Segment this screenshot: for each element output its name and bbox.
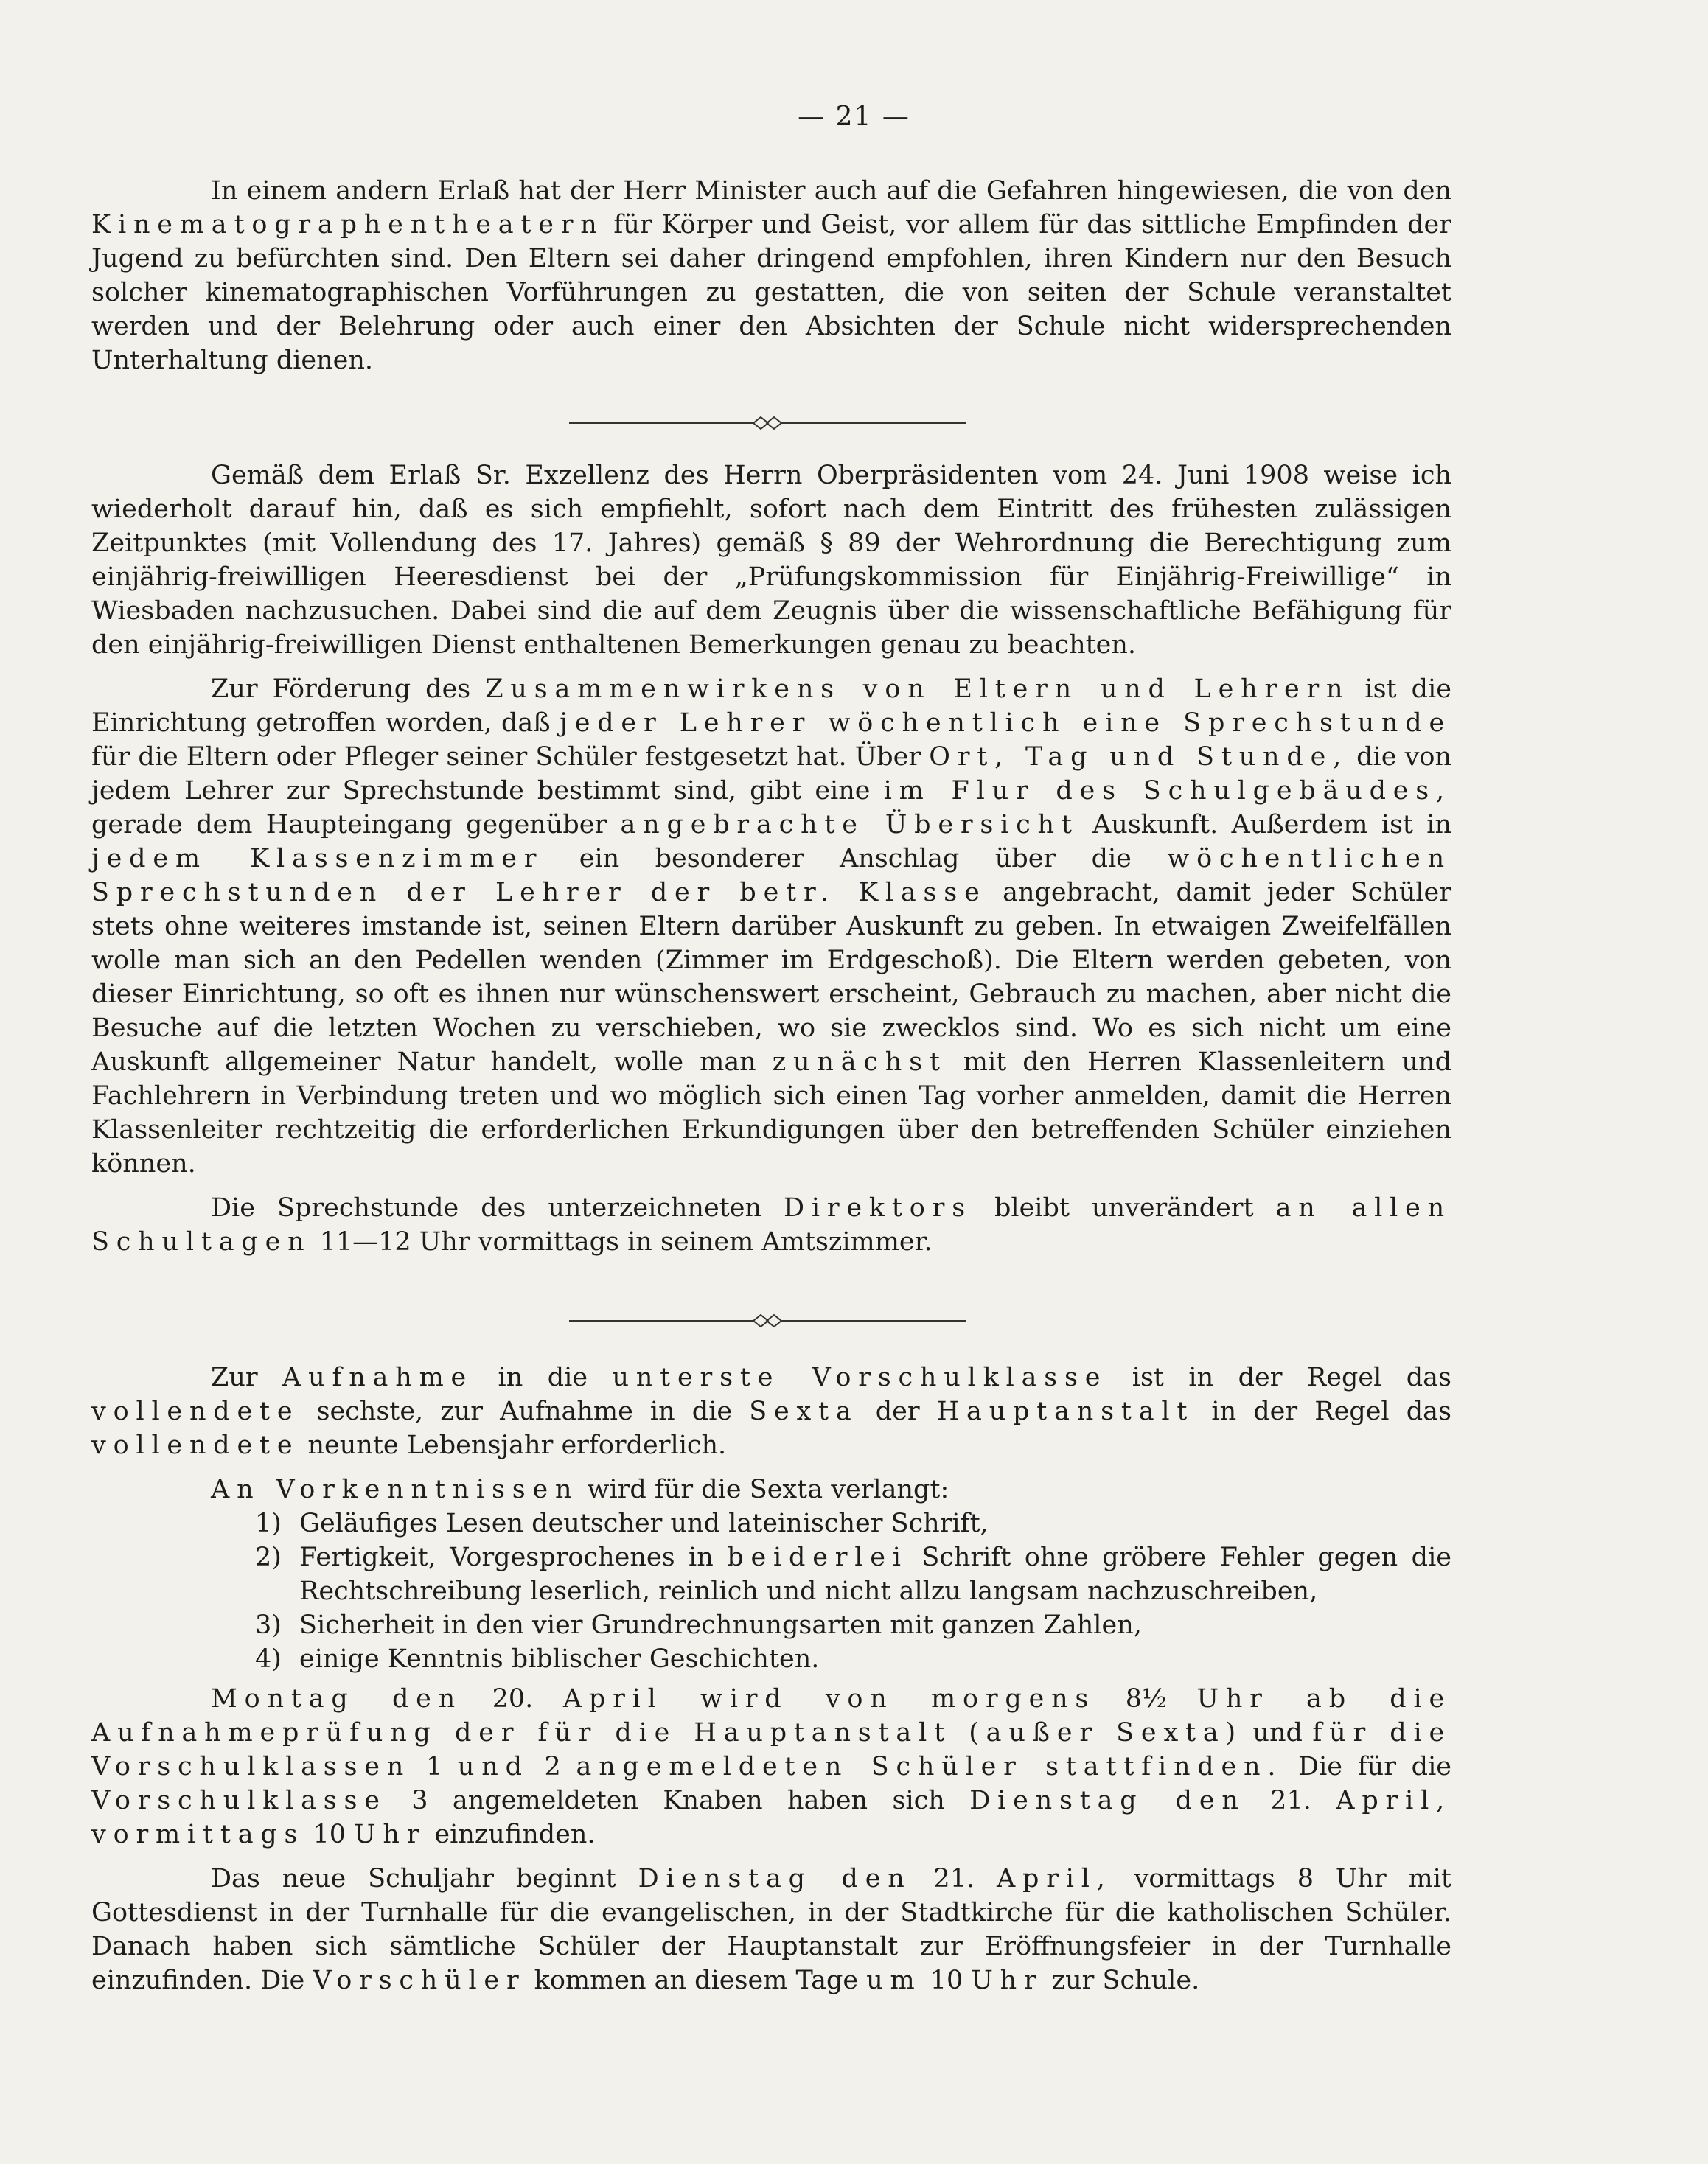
section-aufnahme (91, 1361, 1451, 1997)
list-number: 3) (255, 1610, 282, 1640)
spaced-text: beiderlei (727, 1543, 908, 1572)
text-run: einzufinden. (426, 1820, 596, 1849)
text-run: 10 (921, 1966, 972, 1995)
spaced-text: Direktors (784, 1193, 972, 1223)
ornament-divider (569, 414, 966, 432)
paragraph-vorkenntnisse (91, 1473, 1451, 1507)
paragraph-sprechstunden (91, 672, 1451, 1181)
text-run: in der Regel das (1194, 1397, 1451, 1426)
text-run: kommen an diesem Tage (526, 1966, 867, 1995)
spaced-text: Uhr (354, 1820, 427, 1849)
spaced-text: wöchentlichen Sprechstunden der Lehrer der betr. Klasse (91, 844, 1451, 907)
spaced-text: Montag den (211, 1684, 463, 1714)
text-run: wird für die Sexta verlangt: (579, 1475, 949, 1504)
text-run: ein besonderer Anschlag über die (543, 844, 1168, 873)
spaced-text: unterste Vorschulklasse (612, 1363, 1108, 1392)
list-number: 1) (255, 1509, 282, 1538)
spaced-text: Sexta (749, 1397, 859, 1426)
text-run: ist in der Regel das (1107, 1363, 1451, 1392)
text-run: 21. (1245, 1786, 1336, 1815)
spaced-text: jedem Klassenzimmer (91, 844, 544, 873)
paragraph-direktor-sprechstunde (91, 1191, 1451, 1259)
list-text: einige Kenntnis biblischer Geschichten. (299, 1644, 820, 1674)
list-item (91, 1540, 1451, 1608)
spaced-text: April wird von morgens (562, 1684, 1096, 1714)
spaced-text: angemeldeten Schüler stattfinden. (576, 1752, 1283, 1781)
text-run: neunte Lebensjahr erforderlich. (299, 1431, 727, 1460)
text-run: in die (473, 1363, 613, 1392)
page-number: — 21 — (798, 102, 910, 132)
spaced-text: an allen Schultagen (91, 1193, 1451, 1257)
spaced-text: April, vormittags (91, 1786, 1451, 1849)
spaced-text: um (866, 1966, 922, 1995)
spaced-text: Kinematographentheatern (91, 210, 604, 240)
text-run: 2 (529, 1752, 576, 1781)
section-kinematograph (91, 174, 1451, 377)
text-run: bleibt unverändert (972, 1193, 1276, 1223)
text-run: sechste, zur Aufnahme in die (299, 1397, 750, 1426)
spaced-text: für die Vorschulklassen (91, 1718, 1451, 1781)
spaced-text: vollendete (91, 1431, 300, 1460)
text-run: die von jedem Lehrer zur Sprechstunde bestimmt sind, gibt eine (91, 742, 1451, 806)
text-run: 11—12 Uhr vormittags in seinem Amtszimmer. (311, 1227, 933, 1257)
spaced-text: Vorschulklasse (91, 1786, 387, 1815)
paragraph-aufnahme-alter (91, 1361, 1451, 1462)
text-run: mit den Herren Klassenleitern und Fachlehrern in Verbindung treten und wo möglich sich einen Tag vorher anmelden, damit die Herren Klassenleiter rechtzeitig die erforderlichen Erkundigungen über den betreffenden Schüler einziehen können. (91, 1047, 1451, 1179)
spaced-text: Uhr (971, 1966, 1044, 1995)
text-run: 10 (304, 1820, 355, 1849)
text-run: ist die Einrichtung getroffen worden, daß (91, 674, 1451, 738)
text-run: In einem andern Erlaß hat der Herr Minister auch auf die Gefahren hingewiesen, die von den (211, 176, 1451, 206)
paragraph-schuljahr-beginn (91, 1862, 1451, 1997)
spaced-text: Hauptanstalt (936, 1397, 1195, 1426)
spaced-text: Dienstag den (969, 1786, 1246, 1815)
spaced-text: jeder Lehrer wöchentlich eine Sprechstunde (560, 708, 1451, 738)
text-run: gerade dem Haupteingang gegenüber (91, 810, 621, 840)
spaced-text: Zusammenwirkens von Eltern und Lehrern (485, 674, 1350, 704)
text-run: 20. (462, 1684, 563, 1714)
list-text: Fertigkeit, Vorgesprochenes in (299, 1543, 728, 1572)
text-run: für die Eltern oder Pfleger seiner Schüler festgesetzt hat. Über (91, 742, 930, 772)
spaced-text: Ort, Tag und Stunde, (929, 742, 1349, 772)
list-number: 2) (255, 1543, 282, 1572)
spaced-text: April, (996, 1864, 1112, 1893)
text-run: Auskunft. Außerdem ist in (1078, 810, 1451, 840)
paragraph-aufnahmepruefung (91, 1682, 1451, 1851)
requirements-list (91, 1507, 1451, 1676)
spaced-text: Aufnahme (282, 1363, 474, 1392)
paragraph-einjaehrig: Gemäß dem Erlaß Sr. Exzellenz des Herrn Oberpräsidenten vom 24. Juni 1908 weise ich wiederholt darauf hin, daß es sich empfiehlt, sofort nach dem Eintritt des frühesten zulässigen Zeitpunktes (mit Vollendung des 17. Jahres) gemäß § 89 der Wehrordnung die Berechtigung zum einjährig-freiwilligen Heeresdienst bei der „Prüfungskommission für Einjährig-Freiwillige“ in Wiesbaden nachzusuchen. Dabei sind die auf dem Zeugnis über die wissenschaftliche Befähigung für den einjährig-freiwilligen Dienst enthaltenen Bemerkungen genau zu beachten. (91, 461, 1451, 660)
spaced-text: angebrachte Übersicht (620, 810, 1079, 840)
list-item (91, 1507, 1451, 1540)
text-run: und (1242, 1718, 1313, 1748)
ornament-divider (569, 1312, 966, 1330)
spaced-text: zunächst (772, 1047, 947, 1077)
text-run: Zur Förderung des (211, 674, 486, 704)
text-run: Zur (211, 1363, 283, 1392)
list-number: 4) (255, 1644, 282, 1674)
list-text: Schrift ohne gröbere Fehler gegen die Rechtschreibung leserlich, reinlich und nicht allzu langsam nachzuschreiben, (299, 1543, 1451, 1606)
spaced-text: vollendete (91, 1397, 300, 1426)
text-run: angebracht, damit jeder Schüler stets ohne weiteres imstande ist, seinen Eltern darüber Auskunft zu geben. In etwaigen Zweifelfällen wolle man sich an den Pedellen wenden (Zimmer im Erdgeschoß). Die Eltern werden gebeten, von dieser Einrichtung, so oft es ihnen nur wünschenswert erscheint, Gebrauch zu machen, aber nicht die Besuche auf die letzten Wochen zu verschieben, wo sie zwecklos sind. Wo es sich nicht um eine Auskunft allgemeiner Natur handelt, wolle man (91, 878, 1452, 1077)
spaced-text: und (457, 1752, 529, 1781)
text-run: Die Sprechstunde des unterzeichneten (211, 1193, 784, 1223)
list-text: Sicherheit in den vier Grundrechnungsarten mit ganzen Zahlen, (299, 1610, 1142, 1640)
list-item (91, 1608, 1451, 1642)
text-run: zur Schule. (1043, 1966, 1200, 1995)
text-run: 1 (411, 1752, 458, 1781)
text-run: der (858, 1397, 937, 1426)
paragraph-kinematograph (91, 174, 1451, 377)
text-run: vormittags 8 Uhr mit Gottesdienst in der Turnhalle für die evangelischen, in der Stadtkirche für die katholischen Schüler. Danach haben sich sämtliche Schüler der Hauptanstalt zur Eröffnungsfeier in der Turnhalle einzufinden. Die (91, 1864, 1451, 1995)
list-item (91, 1642, 1451, 1676)
spaced-text: Vorschüler (313, 1966, 526, 1995)
text-run: Das neue Schuljahr beginnt (211, 1864, 638, 1893)
spaced-text: Dienstag den (638, 1864, 912, 1893)
list-text: Geläufiges Lesen deutscher und lateinischer Schrift, (299, 1509, 989, 1538)
section-einjaehrig (91, 458, 1451, 1259)
text-run: für Körper und Geist, vor allem für das sittliche Empfinden der Jugend zu befürchten sind. Den Eltern sei daher dringend empfohlen, ihren Kindern nur den Besuch solcher kinematographischen Vorführungen zu gestatten, die von seiten der Schule veranstaltet werden und der Belehrung oder auch einer den Absichten der Schule nicht widersprechenden Unterhaltung dienen. (91, 210, 1451, 375)
spaced-text: im Flur des Schulgebäudes, (883, 776, 1451, 806)
text-run: Die für die (1283, 1752, 1451, 1781)
spaced-text: An Vorkenntnissen (211, 1475, 579, 1504)
text-run: 21. (911, 1864, 997, 1893)
text-run: 3 angemeldeten Knaben haben sich (386, 1786, 970, 1815)
spaced-text: Uhr ab die Aufnahmeprüfung der für die Hauptanstalt (außer Sexta) (91, 1684, 1451, 1748)
text-run: 8½ (1095, 1684, 1197, 1714)
